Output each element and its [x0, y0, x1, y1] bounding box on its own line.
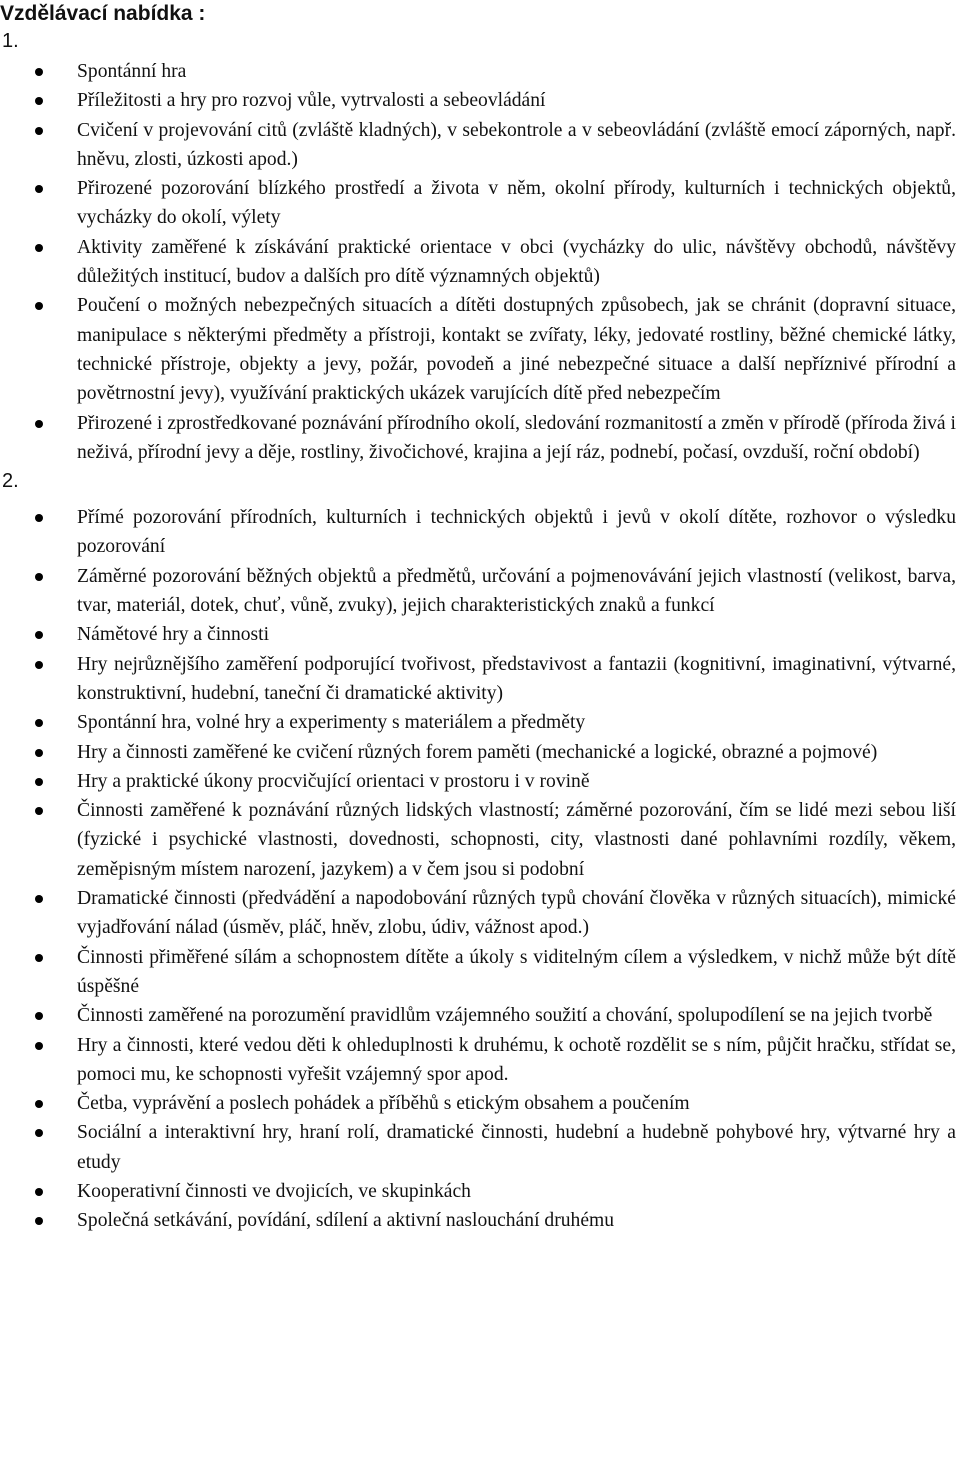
- bullet-icon: [35, 1012, 43, 1020]
- bullet-icon: [35, 778, 43, 786]
- list-item: [0, 767, 960, 796]
- bullet-icon: [35, 1217, 43, 1225]
- list-item-text: Činnosti přiměřené sílám a schopnostem dítěte a úkoly s viditelným cílem a výsledkem, v nichž může být dítě úspěšné: [77, 946, 956, 997]
- list-item: [0, 503, 960, 562]
- list-item-text: Poučení o možných nebezpečných situacích a dítěti dostupných způsobech, jak se chránit (dopravní situace, manipulace s některými předměty a přístroji, kontakt se zvířaty, léky, jedovaté rostliny, běžné chemické látky, technické přístroje, objekty a jevy, požár, povodeň a jiné nebezpečné situace a další nepříznivé přírodní a povětrnostní jevy), využívání praktických ukázek varujících dítě před nebezpečím: [77, 295, 956, 405]
- bullet-icon: [35, 895, 43, 903]
- section-number: 2.: [2, 470, 19, 493]
- list-item: [0, 650, 960, 709]
- bullet-list: [0, 57, 960, 467]
- list-item-text: Hry a praktické úkony procvičující orientaci v prostoru i v rovině: [77, 770, 590, 792]
- list-item: [0, 291, 960, 408]
- bullet-icon: [35, 954, 43, 962]
- list-item: [0, 57, 960, 86]
- list-item-text: Přímé pozorování přírodních, kulturních i technických objektů i jevů v okolí dítěte, rozhovor o výsledku pozorování: [77, 507, 956, 558]
- list-item: [0, 116, 960, 175]
- list-item-text: Sociální a interaktivní hry, hraní rolí, dramatické činnosti, hudební a hudebně pohybové hry, výtvarné hry a etudy: [77, 1122, 956, 1173]
- section-2: [0, 467, 960, 1235]
- list-item-text: Dramatické činnosti (předvádění a napodobování různých typů chování člověka v různých situacích), mimické vyjadřování nálad (úsměv, pláč, hněv, zlobu, údiv, vážnost apod.): [77, 888, 956, 939]
- list-item: [0, 1206, 960, 1235]
- bullet-list: [0, 503, 960, 1235]
- list-item: [0, 1031, 960, 1090]
- list-item-text: Cvičení v projevování citů (zvláště kladných), v sebekontrole a v sebeovládání (zvláště emocí záporných, např. hněvu, zlosti, úzkosti apod.): [77, 119, 956, 170]
- list-item: [0, 233, 960, 292]
- bullet-icon: [35, 1129, 43, 1137]
- list-item: [0, 1089, 960, 1118]
- list-item-text: Spontánní hra: [77, 61, 187, 82]
- list-item: [0, 409, 960, 468]
- list-item: [0, 1001, 960, 1030]
- section-number: 1.: [2, 30, 19, 52]
- list-item: [0, 738, 960, 767]
- list-item-text: Hry a činnosti, které vedou děti k ohleduplnosti k druhému, k ochotě rozdělit se s ním, půjčit hračku, střídat se, pomoci mu, ke schopnosti vyřešit vzájemný spor apod.: [77, 1034, 956, 1085]
- bullet-icon: [35, 1188, 43, 1196]
- bullet-icon: [35, 97, 43, 105]
- list-item-text: Spontánní hra, volné hry a experimenty s materiálem a předměty: [77, 712, 586, 734]
- list-item-text: Společná setkávání, povídání, sdílení a aktivní naslouchání druhému: [77, 1210, 615, 1232]
- bullet-icon: [35, 1100, 43, 1108]
- list-item: [0, 562, 960, 621]
- page-title: Vzdělávací nabídka :: [0, 2, 206, 25]
- list-item: [0, 86, 960, 115]
- list-item: [0, 174, 960, 233]
- bullet-icon: [35, 302, 43, 310]
- bullet-icon: [35, 185, 43, 193]
- list-item-text: Přirozené pozorování blízkého prostředí a života v něm, okolní přírody, kulturních i technických objektů, vycházky do okolí, výlety: [77, 178, 956, 229]
- section-1: [0, 27, 960, 467]
- list-item: [0, 620, 960, 649]
- bullet-icon: [35, 420, 43, 428]
- list-item-text: Příležitosti a hry pro rozvoj vůle, vytrvalosti a sebeovládání: [77, 90, 546, 112]
- bullet-icon: [35, 631, 43, 639]
- bullet-icon: [35, 244, 43, 252]
- list-item: [0, 943, 960, 1002]
- list-item-text: Činnosti zaměřené na porozumění pravidlům vzájemného soužití a chování, spolupodílení se na jejich tvorbě: [77, 1005, 933, 1027]
- bullet-icon: [35, 661, 43, 669]
- bullet-icon: [35, 514, 43, 522]
- bullet-icon: [35, 127, 43, 135]
- bullet-icon: [35, 719, 43, 727]
- list-item-text: Hry nejrůznějšího zaměření podporující tvořivost, představivost a fantazii (kognitivní, imaginativní, výtvarné, konstruktivní, hudební, taneční či dramatické aktivity): [77, 653, 956, 704]
- bullet-icon: [35, 1042, 43, 1050]
- list-item: [0, 708, 960, 737]
- list-item: [0, 796, 960, 884]
- list-item-text: Námětové hry a činnosti: [77, 624, 270, 646]
- list-item-text: Kooperativní činnosti ve dvojicích, ve skupinkách: [77, 1180, 471, 1202]
- list-item: [0, 884, 960, 943]
- bullet-icon: [35, 807, 43, 815]
- list-item: [0, 1177, 960, 1206]
- list-item-text: Činnosti zaměřené k poznávání různých lidských vlastností; záměrné pozorování, čím se lidé mezi sebou liší (fyzické i psychické vlastnosti, dovednosti, schopnosti, city, vlastnosti dané pohlavními rozdíly, věkem, zeměpisným místem narození, jazykem) a v čem jsou si podobní: [77, 800, 956, 880]
- list-item-text: Hry a činnosti zaměřené ke cvičení různých forem paměti (mechanické a logické, obrazné a pojmové): [77, 741, 878, 763]
- bullet-icon: [35, 749, 43, 757]
- list-item-text: Přirozené i zprostředkované poznávání přírodního okolí, sledování rozmanitostí a změn v přírodě (příroda živá i neživá, přírodní jevy a děje, rostliny, živočichové, krajina a její ráz, podnebí, počasí, ovzduší, roční období): [77, 412, 956, 463]
- bullet-icon: [35, 573, 43, 581]
- list-item: [0, 1118, 960, 1177]
- bullet-icon: [35, 68, 43, 76]
- list-item-text: Aktivity zaměřené k získávání praktické orientace v obci (vycházky do ulic, návštěvy obchodů, návštěvy důležitých institucí, budov a dalších pro dítě významných objektů): [77, 236, 956, 288]
- list-item-text: Četba, vyprávění a poslech pohádek a příběhů s etickým obsahem a poučením: [77, 1093, 690, 1115]
- list-item-text: Záměrné pozorování běžných objektů a předmětů, určování a pojmenovávání jejich vlastností (velikost, barva, tvar, materiál, dotek, chuť, vůně, zvuky), jejich charakteristických znaků a funkcí: [77, 565, 956, 617]
